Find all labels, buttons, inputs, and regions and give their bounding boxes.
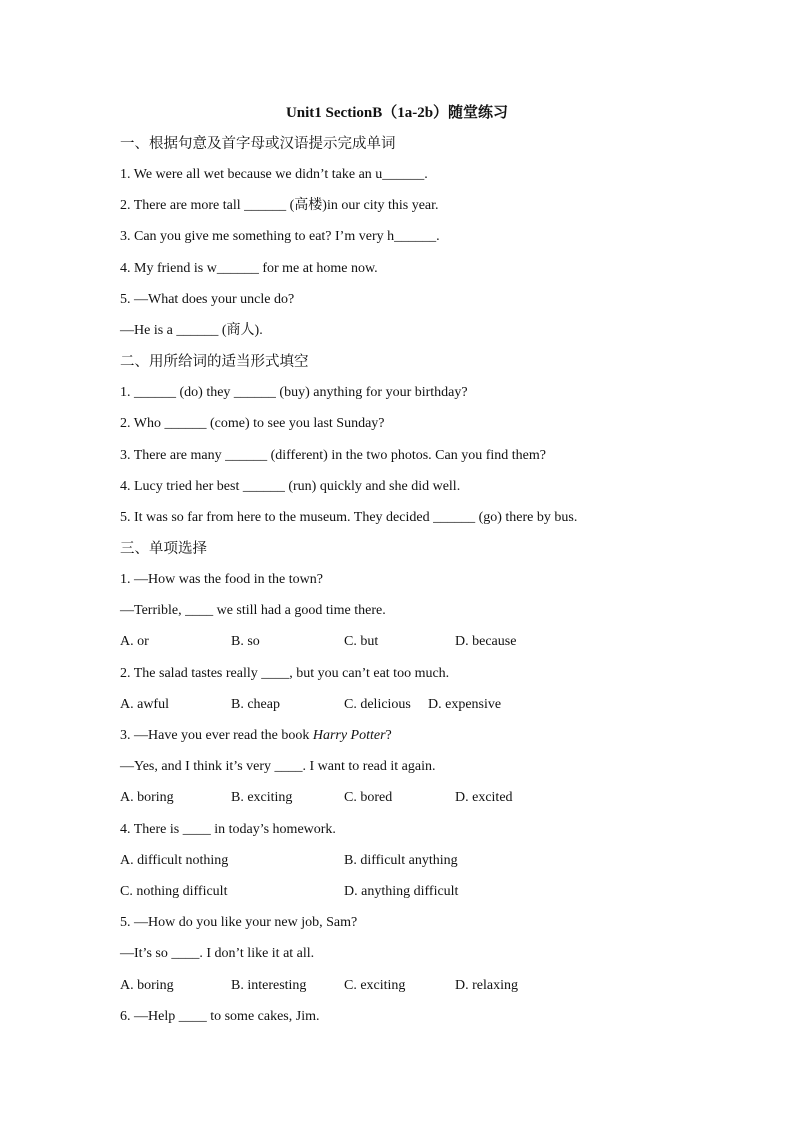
q2-option-d: D. expensive	[428, 696, 502, 712]
q3-line2: —Yes, and I think it’s very ____. I want to read it again.	[120, 759, 436, 775]
q3-book-title: Harry Potter	[312, 728, 386, 743]
q4-option-a: A. difficult nothing	[120, 852, 229, 868]
s1-item-3: 3. Can you give me something to eat? I’m very h______.	[120, 229, 440, 245]
s1-item-1: 1. We were all wet because we didn’t take an u______.	[120, 167, 428, 182]
q2-option-c: C. delicious	[344, 696, 411, 712]
q3-option-c: C. bored	[344, 790, 393, 806]
s1-item-2: 2. There are more tall ______ (高楼)in our city this year.	[120, 198, 439, 214]
q1-line2: —Terrible, ____ we still had a good time there.	[120, 603, 386, 619]
q3-stem-text: 3. —Have you ever read the book	[120, 728, 313, 743]
q1-options	[120, 628, 720, 659]
q2-stem: 2. The salad tastes really ____, but you can’t eat too much.	[120, 665, 450, 681]
q2-option-a: A. awful	[120, 696, 169, 712]
q3-option-d: D. excited	[455, 790, 513, 806]
q4-option-b: B. difficult anything	[344, 852, 458, 868]
s1-item-5: 5. —What does your uncle do?	[120, 291, 295, 307]
q5-options	[120, 972, 720, 1003]
page-title: Unit1 SectionB（1a-2b）随堂练习	[285, 105, 509, 121]
q4-option-d: D. anything difficult	[344, 883, 459, 899]
q3-options	[120, 784, 720, 815]
q1-option-c: C. but	[344, 634, 379, 650]
s2-item-3: 3. There are many ______ (different) in the two photos. Can you find them?	[120, 447, 546, 463]
section1-heading: 一、根据句意及首字母或汉语提示完成单词	[120, 136, 396, 152]
q5-option-a: A. boring	[120, 977, 174, 993]
s2-item-2: 2. Who ______ (come) to see you last Sunday?	[120, 416, 385, 432]
q4-stem: 4. There is ____ in today’s homework.	[120, 821, 336, 837]
section3-heading: 三、单项选择	[120, 541, 207, 558]
q5-line2: —It’s so ____. I don’t like it at all.	[120, 946, 315, 962]
q3-option-a: A. boring	[120, 790, 174, 806]
q4-options-row1	[120, 847, 720, 878]
q2-option-b: B. cheap	[231, 696, 280, 712]
q3-option-b: B. exciting	[231, 790, 293, 806]
q1-option-d: D. because	[455, 634, 517, 650]
q3-stem-end: ?	[385, 728, 392, 743]
q3-stem	[120, 722, 720, 753]
q2-options	[120, 691, 720, 722]
q5-option-d: D. relaxing	[455, 977, 518, 993]
q1-option-a: A. or	[120, 634, 149, 650]
q5-option-c: C. exciting	[344, 977, 406, 993]
q5-stem: 5. —How do you like your new job, Sam?	[120, 915, 358, 931]
q4-options-row2	[120, 878, 720, 909]
s1-item-5-answer: —He is a ______ (商人).	[120, 322, 263, 338]
s2-item-5: 5. It was so far from here to the museum. They decided ______ (go) there by bus.	[120, 509, 578, 525]
q1-option-b: B. so	[231, 634, 260, 650]
worksheet-content	[120, 130, 720, 1034]
s2-item-1: 1. ______ (do) they ______ (buy) anything for your birthday?	[120, 385, 468, 401]
section2-heading: 二、用所给词的适当形式填空	[120, 354, 309, 371]
q5-option-b: B. interesting	[231, 977, 307, 993]
s2-item-4: 4. Lucy tried her best ______ (run) quickly and she did well.	[120, 478, 461, 494]
s1-item-4: 4. My friend is w______ for me at home now.	[120, 260, 378, 276]
q6-stem: 6. —Help ____ to some cakes, Jim.	[120, 1008, 320, 1024]
q1-stem: 1. —How was the food in the town?	[120, 572, 323, 588]
q4-option-c: C. nothing difficult	[120, 883, 228, 899]
